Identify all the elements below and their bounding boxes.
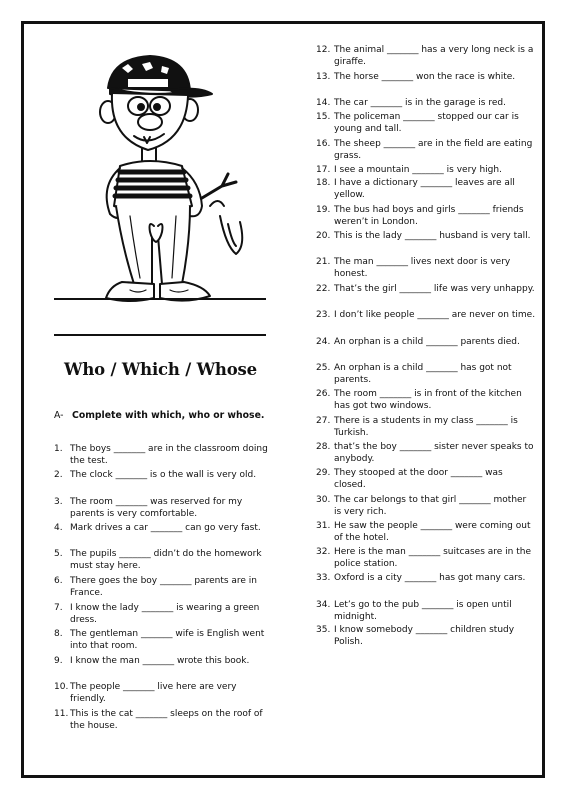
item-number: 4.: [54, 523, 63, 533]
item-sentence: I know the lady _______ is wearing a green dress.: [70, 603, 260, 626]
item-number: 30.: [316, 495, 331, 505]
exercise-item: [54, 548, 272, 573]
item-sentence: The room _______ was reserved for my parents is very comfortable.: [70, 497, 243, 520]
instructions: [54, 410, 269, 421]
exercise-item: [54, 496, 272, 521]
item-number: 29.: [316, 468, 331, 478]
item-number: 31.: [316, 521, 331, 531]
page-title: Who / Which / Whose: [64, 360, 257, 379]
item-sentence: This is the cat _______ sleeps on the roof of the house.: [70, 709, 263, 732]
exercise-item: [316, 111, 536, 136]
item-number: 8.: [54, 629, 63, 639]
exercise-item: [316, 71, 536, 83]
item-number: 10.: [54, 682, 69, 692]
item-number: 11.: [54, 709, 69, 719]
exercise-item: [316, 164, 536, 176]
item-number: 6.: [54, 576, 63, 586]
item-number: 22.: [316, 284, 331, 294]
item-sentence: The clock _______ is o the wall is very old.: [70, 470, 257, 480]
item-number: 12.: [316, 45, 331, 55]
exercise-item: [316, 624, 536, 649]
item-number: 13.: [316, 72, 331, 82]
item-sentence: The sheep _______ are in the field are eating grass.: [334, 139, 533, 162]
instruction-text: Complete with which, who or whose.: [72, 410, 265, 421]
item-number: 1.: [54, 444, 63, 454]
item-number: 26.: [316, 389, 331, 399]
item-number: 15.: [316, 112, 331, 122]
item-sentence: The room _______ is in front of the kitchen has got two windows.: [334, 389, 522, 412]
exercise-item: [54, 655, 272, 667]
item-sentence: I see a mountain _______ is very high.: [334, 165, 502, 175]
item-number: 20.: [316, 231, 331, 241]
item-sentence: The people _______ live here are very friendly.: [70, 682, 237, 705]
item-number: 28.: [316, 442, 331, 452]
exercise-item: [316, 441, 536, 466]
item-number: 34.: [316, 600, 331, 610]
exercise-item: [316, 283, 536, 295]
item-sentence: The bus had boys and girls _______ friends weren’t in London.: [334, 205, 524, 228]
exercise-item: [54, 708, 272, 733]
exercise-item: [316, 97, 536, 109]
item-sentence: That’s the girl _______ life was very unhappy.: [334, 284, 535, 294]
exercise-item: [316, 204, 536, 229]
exercise-item: [316, 256, 536, 281]
item-sentence: An orphan is a child _______ has got not parents.: [334, 363, 512, 386]
exercise-item: [316, 467, 536, 492]
item-sentence: The car belongs to that girl _______ mother is very rich.: [334, 495, 527, 518]
item-sentence: The gentleman _______ wife is English went into that room.: [70, 629, 265, 652]
exercise-item: [54, 443, 272, 468]
exercise-item: [316, 309, 536, 321]
exercise-item: [316, 230, 536, 242]
item-sentence: The man _______ lives next door is very honest.: [334, 257, 511, 280]
item-sentence: They stooped at the door _______ was closed.: [334, 468, 503, 491]
item-sentence: I don’t like people _______ are never on time.: [334, 310, 536, 320]
exercise-item: [316, 388, 536, 413]
item-number: 23.: [316, 310, 331, 320]
divider-line-top: [54, 298, 266, 300]
item-number: 24.: [316, 337, 331, 347]
item-number: 35.: [316, 625, 331, 635]
exercise-item: [316, 572, 536, 584]
item-sentence: This is the lady _______ husband is very tall.: [334, 231, 531, 241]
exercise-item: [316, 520, 536, 545]
exercise-item: [316, 494, 536, 519]
item-number: 2.: [54, 470, 63, 480]
item-number: 3.: [54, 497, 63, 507]
item-sentence: I know the man _______ wrote this book.: [70, 656, 250, 666]
divider-line-bottom: [54, 334, 266, 336]
exercise-item: [54, 602, 272, 627]
exercise-item: [316, 44, 536, 69]
item-number: 21.: [316, 257, 331, 267]
exercise-item: [54, 469, 272, 481]
exercise-item: [316, 336, 536, 348]
item-number: 16.: [316, 139, 331, 149]
cartoon-boy-illustration: [50, 46, 282, 311]
exercise-item: [54, 575, 272, 600]
exercise-item: [316, 138, 536, 163]
item-sentence: The policeman _______ stopped our car is young and tall.: [334, 112, 519, 135]
exercise-item: [54, 522, 272, 534]
worksheet-page: [21, 21, 545, 778]
item-sentence: that’s the boy _______ sister never speaks to anybody.: [334, 442, 534, 465]
item-sentence: An orphan is a child _______ parents died.: [334, 337, 520, 347]
item-sentence: I know somebody _______ children study Polish.: [334, 625, 515, 648]
exercise-item: [316, 599, 536, 624]
exercise-item: [316, 415, 536, 440]
item-sentence: The boys _______ are in the classroom doing the test.: [70, 444, 268, 467]
item-number: 17.: [316, 165, 331, 175]
item-sentence: The animal _______ has a very long neck is a giraffe.: [334, 45, 534, 68]
item-number: 18.: [316, 178, 331, 188]
item-sentence: Let’s go to the pub _______ is open until midnight.: [334, 600, 512, 623]
exercise-item: [316, 362, 536, 387]
exercise-item: [316, 546, 536, 571]
item-sentence: The horse _______ won the race is white.: [334, 72, 516, 82]
item-number: 27.: [316, 416, 331, 426]
item-number: 33.: [316, 573, 331, 583]
item-number: 9.: [54, 656, 63, 666]
item-sentence: The car _______ is in the garage is red.: [334, 98, 506, 108]
item-sentence: There is a students in my class _______ is Turkish.: [334, 416, 518, 439]
item-sentence: I have a dictionary _______ leaves are all yellow.: [334, 178, 515, 201]
exercise-item: [54, 628, 272, 653]
item-sentence: The pupils _______ didn’t do the homework must stay here.: [70, 549, 262, 572]
item-number: 19.: [316, 205, 331, 215]
item-number: 5.: [54, 549, 63, 559]
item-sentence: Oxford is a city _______ has got many cars.: [334, 573, 526, 583]
item-sentence: Mark drives a car _______ can go very fast.: [70, 523, 261, 533]
item-sentence: He saw the people _______ were coming out of the hotel.: [334, 521, 531, 544]
section-label: A-: [54, 410, 64, 421]
exercise-item: [316, 177, 536, 202]
item-sentence: Here is the man _______ suitcases are in the police station.: [334, 547, 532, 570]
item-sentence: There goes the boy _______ parents are in France.: [70, 576, 258, 599]
item-number: 7.: [54, 603, 63, 613]
item-number: 32.: [316, 547, 331, 557]
exercise-item: [54, 681, 272, 706]
item-number: 14.: [316, 98, 331, 108]
item-number: 25.: [316, 363, 331, 373]
